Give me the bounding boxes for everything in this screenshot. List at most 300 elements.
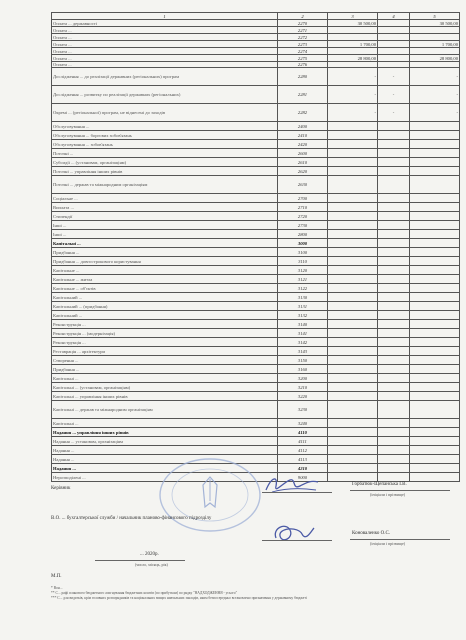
row-code: 3220 [278,392,328,401]
row-name: Дослідження ... розвитку по реалізації державних (регіональних) [52,86,278,104]
row-name: Капітальний ... [52,311,278,320]
table-row [52,212,460,221]
row-name: Капітальні ... [52,374,278,383]
row-col4 [378,320,410,329]
row-col5 [410,275,460,284]
accountant-name-line [350,539,450,540]
row-col5 [410,293,460,302]
row-code: 2800 [278,230,328,239]
row-col3 [328,338,378,347]
row-code: 3100 [278,248,328,257]
table-row [52,311,460,320]
table-row [52,167,460,176]
row-name: Реконструкція ... (модернізація) [52,329,278,338]
row-name: Соціальне ... [52,194,278,203]
row-col3 [328,131,378,140]
row-col4 [378,419,410,428]
row-col3: - [328,68,378,86]
row-col3 [328,239,378,248]
row-col5: 30 500,00 [410,20,460,27]
footnote-2: ** С... рафі планового бюджетного асигнування бюджетних коштів (по прибуткам) по рядку "НАДХОДЖЕННЯ - усього" [51,591,238,595]
table-row [52,176,460,194]
row-col3 [328,293,378,302]
row-col5 [410,257,460,266]
row-col5 [410,383,460,392]
accountant-name: Коноваленко О.С. [352,531,391,536]
row-col5 [410,356,460,365]
table-row [52,158,460,167]
row-col5 [410,167,460,176]
row-col4 [378,20,410,27]
row-code: 2274 [278,48,328,55]
row-col4 [378,383,410,392]
row-col4 [378,311,410,320]
row-col4 [378,176,410,194]
table-row [52,302,460,311]
table-row [52,338,460,347]
row-col3 [328,230,378,239]
table-row [52,203,460,212]
row-col3 [328,356,378,365]
row-col4 [378,48,410,55]
row-name: Обслуговування ... боргових зобов'язань [52,131,278,140]
table-row [52,104,460,122]
row-col5 [410,329,460,338]
row-code: 2400 [278,122,328,131]
row-col3: - [328,86,378,104]
row-col5 [410,347,460,356]
row-col3 [328,194,378,203]
row-code: 4112 [278,446,328,455]
stamp-place-label: М.П. [51,574,62,579]
row-col4 [378,27,410,34]
row-code: 2600 [278,149,328,158]
row-col3 [328,221,378,230]
row-col5 [410,239,460,248]
row-col4 [378,275,410,284]
row-col3 [328,428,378,437]
row-col5 [410,248,460,257]
head-label: Керівник [51,486,71,491]
row-col5 [410,176,460,194]
row-code: 2271 [278,27,328,34]
row-col5 [410,194,460,203]
row-col4 [378,293,410,302]
footnote-1: * Вон... [51,586,63,590]
table-row [52,419,460,428]
row-col3 [328,329,378,338]
row-name: Капітальні ... управління інших рівнів [52,392,278,401]
table-row [52,68,460,86]
row-col3 [328,383,378,392]
table-row [52,20,460,27]
table-row [52,356,460,365]
row-name: Надання ... [52,455,278,464]
table-row [52,48,460,55]
row-code: 2610 [278,158,328,167]
accountant-signature [268,520,318,546]
row-col3 [328,203,378,212]
col-header-5: 5 [410,13,460,20]
row-col3 [328,473,378,482]
row-code: 3230 [278,401,328,419]
row-name: Оплата ... [52,62,278,68]
row-col4 [378,302,410,311]
row-code: 4210 [278,464,328,473]
row-code: 2276 [278,62,328,68]
table-row [52,41,460,48]
row-code: 3120 [278,266,328,275]
row-col5 [410,437,460,446]
col-header-2: 2 [278,13,328,20]
row-col4 [378,365,410,374]
row-col3 [328,34,378,41]
footnote-3: *** С... для видатків, крім головних розпорядників та національних вищих навчальних закладів, яким безпосередньо встановлено призначення у державному бюджеті [51,596,307,600]
row-col5 [410,284,460,293]
table-row [52,194,460,203]
row-col3 [328,437,378,446]
table-row [52,329,460,338]
row-name: Капітальний ... (придбання) [52,302,278,311]
row-name: Капітальні ... [52,239,278,248]
row-col4 [378,41,410,48]
row-code: 2280 [278,68,328,86]
row-code: 2273 [278,41,328,48]
row-col3 [328,455,378,464]
table-row [52,284,460,293]
row-code: 3143 [278,347,328,356]
footnotes [51,586,456,601]
estimate-table [51,12,460,482]
row-code: 4113 [278,455,328,464]
row-col4 [378,347,410,356]
row-col4 [378,257,410,266]
head-name-caption: (ініціали і прізвище) [370,492,406,497]
row-col5 [410,221,460,230]
row-col5 [410,320,460,329]
row-name: Оплата ... державності [52,20,278,27]
row-code: 2272 [278,34,328,41]
row-col5 [410,419,460,428]
row-col5 [410,131,460,140]
table-row [52,266,460,275]
row-col5 [410,446,460,455]
row-col3 [328,320,378,329]
row-col5 [410,266,460,275]
header-row [52,13,460,20]
row-col5 [410,302,460,311]
row-name: Створення ... [52,356,278,365]
row-name: Капітальні ... (установам, організаціям) [52,383,278,392]
row-code: 4110 [278,428,328,437]
row-name: Обслуговування ... [52,122,278,131]
row-col5 [410,230,460,239]
row-code: 3160 [278,365,328,374]
table-row [52,27,460,34]
row-col5 [410,34,460,41]
row-col5: - [410,104,460,122]
row-name: Капітальні ... держав та міжнародним організаціям [52,401,278,419]
col-header-3: 3 [328,13,378,20]
row-col3 [328,284,378,293]
row-col3 [328,122,378,131]
row-name: Реставрація ... архітектури [52,347,278,356]
row-name: Стипендії [52,212,278,221]
row-col5 [410,212,460,221]
row-name: Надання ... управління інших рівнів [52,428,278,437]
row-code: 3141 [278,329,328,338]
table-row [52,122,460,131]
table-row [52,428,460,437]
table-row [52,383,460,392]
row-col4 [378,158,410,167]
head-name-line [350,490,450,491]
row-col4 [378,356,410,365]
row-code: 2275 [278,55,328,62]
row-code: 2282 [278,104,328,122]
row-name: Придбання ... довгострокового користування [52,257,278,266]
row-col4 [378,473,410,482]
row-col3 [328,158,378,167]
row-col3 [328,275,378,284]
table-row [52,230,460,239]
row-col4 [378,122,410,131]
row-col3: 30 500,00 [328,20,378,27]
row-col3 [328,374,378,383]
row-col4 [378,428,410,437]
table-row [52,446,460,455]
row-name: Поточні ... управління інших рівнів [52,167,278,176]
row-name: Окремі ... (регіональної) програм, не віднесені до заходів [52,104,278,122]
row-col3 [328,212,378,221]
row-col5 [410,401,460,419]
row-col5 [410,140,460,149]
row-code: 3131 [278,302,328,311]
table-row [52,248,460,257]
row-col4 [378,446,410,455]
table-row [52,293,460,302]
row-name: Капітальний ... [52,293,278,302]
row-col4 [378,455,410,464]
row-name: Дослідження ... до реалізації державних (регіональних) програм [52,68,278,86]
row-code: 2720 [278,212,328,221]
row-col3: - [328,104,378,122]
row-col4: - [378,86,410,104]
row-name: Поточні ... держав та міжнародним організаціям [52,176,278,194]
row-code: 2620 [278,167,328,176]
row-col3: 1 700,00 [328,41,378,48]
row-col3 [328,149,378,158]
row-col4 [378,221,410,230]
row-col4 [378,338,410,347]
row-col5: 1 700,00 [410,41,460,48]
accountant-name-caption: (ініціали і прізвище) [370,541,406,546]
table-row [52,239,460,248]
table-row [52,131,460,140]
official-stamp [155,455,265,535]
row-col5 [410,311,460,320]
row-name: Оплата ... [52,34,278,41]
row-col4 [378,149,410,158]
row-col4 [378,284,410,293]
row-code: 3200 [278,374,328,383]
table-row [52,275,460,284]
row-code: 3240 [278,419,328,428]
row-col5 [410,48,460,55]
row-col5 [410,428,460,437]
row-col5 [410,365,460,374]
table-row [52,257,460,266]
date-line [95,560,185,561]
row-col5 [410,374,460,383]
row-name: Капітальне ... [52,266,278,275]
table-row [52,55,460,62]
row-code: 3210 [278,383,328,392]
date-caption: (число, місяць, рік) [135,562,168,567]
row-name: Придбання ... [52,365,278,374]
row-col3 [328,347,378,356]
row-name: Реконструкція ... [52,320,278,329]
accountant-signature-line [262,540,332,541]
row-code: 3122 [278,284,328,293]
estimate-table-section [51,12,459,482]
table-row [52,149,460,158]
row-col5 [410,158,460,167]
row-col4 [378,374,410,383]
row-code: 3000 [278,239,328,248]
row-col4: - [378,68,410,86]
row-col3 [328,257,378,266]
row-col4 [378,401,410,419]
row-col3 [328,302,378,311]
row-code: 3140 [278,320,328,329]
table-row [52,86,460,104]
row-col4 [378,464,410,473]
row-col4 [378,248,410,257]
col-header-1: 1 [52,13,278,20]
row-code: 2281 [278,86,328,104]
row-col3 [328,311,378,320]
row-name: Капітальне ... об'єктів [52,284,278,293]
row-col4 [378,167,410,176]
row-col4 [378,437,410,446]
row-col3 [328,365,378,374]
row-col5 [410,464,460,473]
row-col3 [328,392,378,401]
row-col5 [410,392,460,401]
row-name: Нерозподілені ... [52,473,278,482]
row-code: 2420 [278,140,328,149]
row-col3 [328,140,378,149]
head-name: Горбатюк-Щепанська І.В. [352,482,407,487]
table-row [52,401,460,419]
row-col4 [378,194,410,203]
table-row [52,392,460,401]
row-code: 2630 [278,176,328,194]
row-code: 2710 [278,203,328,212]
row-col5: 28 800,00 [410,55,460,62]
row-col3 [328,248,378,257]
col-header-4: 4 [378,13,410,20]
row-col5 [410,338,460,347]
row-col4 [378,203,410,212]
row-name: Виплата ... [52,203,278,212]
row-col4 [378,212,410,221]
row-name: Обслуговування ... зобов'язань [52,140,278,149]
row-name: Оплата ... [52,55,278,62]
row-col4 [378,266,410,275]
table-row [52,374,460,383]
row-col5: - [410,86,460,104]
table-row [52,347,460,356]
row-col3 [328,266,378,275]
row-col5 [410,122,460,131]
row-name: Оплата ... [52,27,278,34]
row-code: 3132 [278,311,328,320]
row-code: 4111 [278,437,328,446]
row-col3 [328,401,378,419]
row-col3 [328,27,378,34]
row-col4 [378,34,410,41]
row-name: Надання ... [52,464,278,473]
row-col3 [328,176,378,194]
row-name: Інші ... [52,221,278,230]
row-name: Придбання ... [52,248,278,257]
row-col3 [328,464,378,473]
row-name: Субсидії ... (установам, організаціям) [52,158,278,167]
table-row [52,140,460,149]
row-name: Інші ... [52,230,278,239]
row-col3 [328,446,378,455]
row-name: Поточні ... [52,149,278,158]
row-code: 3121 [278,275,328,284]
head-signature-line [262,492,332,493]
row-col4 [378,131,410,140]
row-code: 3142 [278,338,328,347]
row-col4 [378,392,410,401]
row-name: Надання ... установам, організаціям [52,437,278,446]
row-col4 [378,329,410,338]
row-col3 [328,48,378,55]
row-code: 2730 [278,221,328,230]
row-col3: 28 800,00 [328,55,378,62]
row-code: 9000 [278,473,328,482]
table-row [52,437,460,446]
row-code: 3150 [278,356,328,365]
row-code: 2270 [278,20,328,27]
row-code: 2700 [278,194,328,203]
row-code: 3110 [278,257,328,266]
row-name: Капітальні ... [52,419,278,428]
row-col5 [410,455,460,464]
row-col3 [328,167,378,176]
table-row [52,320,460,329]
row-col4 [378,55,410,62]
table-row [52,365,460,374]
accountant-label: В.О. ... бухгалтерської служби / начальник планово-фінансового підрозділу [51,516,212,521]
row-name: Оплата ... [52,41,278,48]
row-col4 [378,140,410,149]
row-col4 [378,239,410,248]
row-code: 2410 [278,131,328,140]
row-code: 3130 [278,293,328,302]
table-row [52,34,460,41]
row-col3 [328,419,378,428]
row-col5: - [410,68,460,86]
row-col5 [410,149,460,158]
row-col5 [410,27,460,34]
row-name: Реконструкція ... [52,338,278,347]
